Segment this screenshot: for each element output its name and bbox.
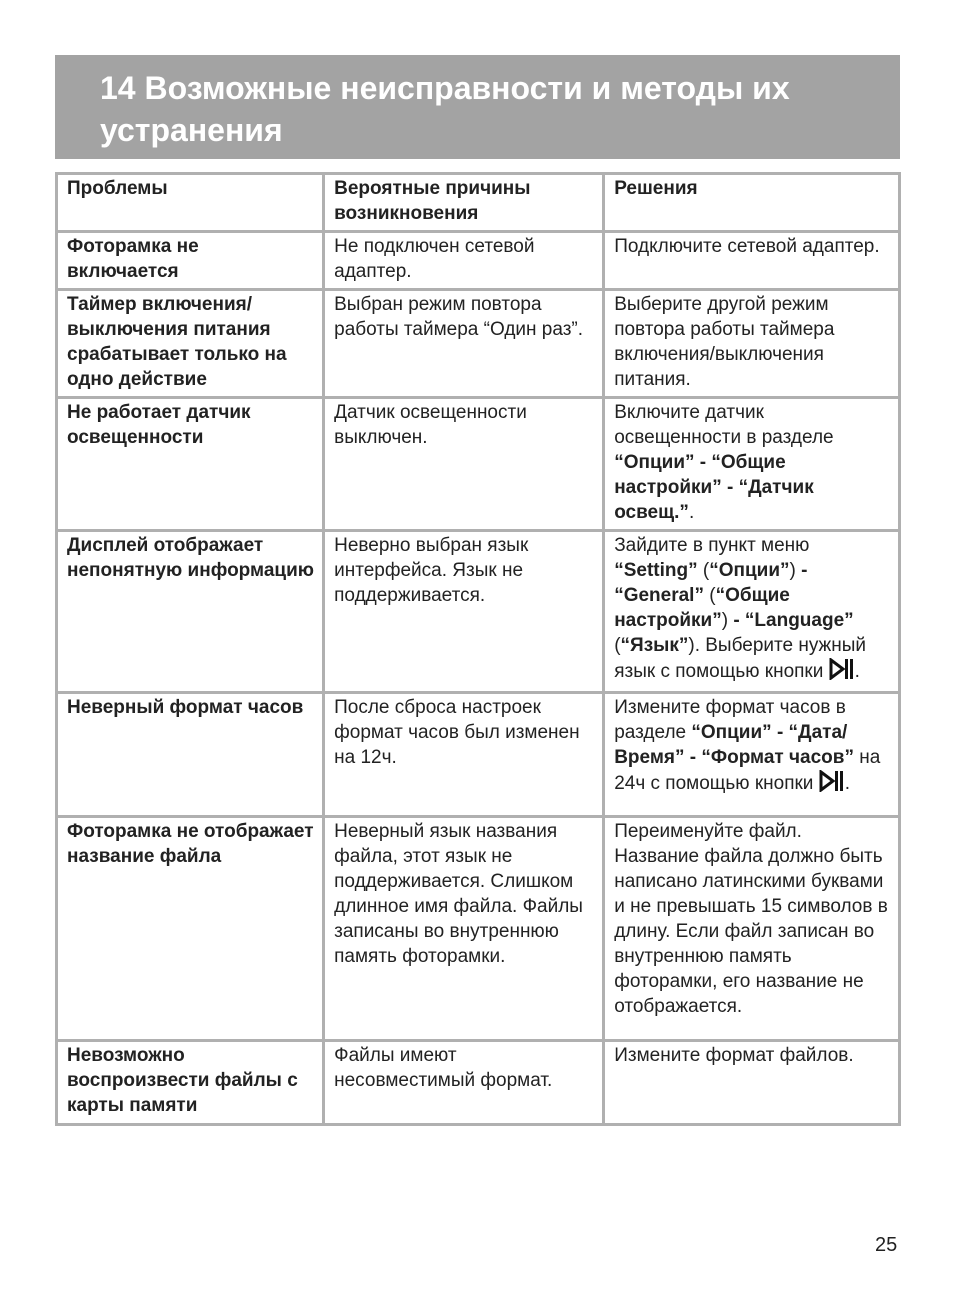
solution-cell bbox=[604, 1041, 900, 1125]
solution-emphasis: “Опции” bbox=[709, 560, 790, 581]
solution-text: Переименуйте файл. Название файла должно быть написано латинскими буквами и не превышать 15 символов в длину. Если файл записан во внутреннюю память фоторамки, его название не отображается. bbox=[614, 821, 888, 1017]
header-solutions: Решения bbox=[604, 174, 900, 232]
problem-cell: Таймер включения/ выключения питания срабатывает только на одно действие bbox=[57, 290, 324, 398]
play-pause-icon bbox=[819, 770, 845, 799]
table-header-row bbox=[57, 174, 900, 232]
section-title: 14 Возможные неисправности и методы их устранения bbox=[100, 70, 790, 148]
solution-text: Подключите сетевой адаптер. bbox=[614, 236, 880, 257]
solution-text: ) bbox=[721, 610, 734, 631]
solution-text: Выберите другой режим повтора работы таймера включения/выключения питания. bbox=[614, 294, 835, 390]
solution-emphasis: “Опции” - “Общие настройки” - “Датчик освещ.” bbox=[614, 452, 814, 523]
solution-emphasis: “Опции” - “Дата/Время” - “Формат часов” bbox=[614, 722, 854, 768]
cause-cell: Неверный язык названия файла, этот язык не поддерживается. Слишком длинное имя файла. Файлы записаны во внутреннюю память фоторамки. bbox=[324, 817, 604, 1041]
section-title-band bbox=[55, 55, 900, 159]
table-row bbox=[57, 693, 900, 817]
solution-emphasis: - “General” bbox=[614, 560, 808, 606]
table-row bbox=[57, 290, 900, 398]
solution-text: Включите датчик освещенности в разделе bbox=[614, 402, 834, 448]
problem-cell: Не работает датчик освещенности bbox=[57, 398, 324, 531]
solution-text: . bbox=[854, 661, 860, 682]
header-problems: Проблемы bbox=[57, 174, 324, 232]
solution-text: ( bbox=[697, 560, 710, 581]
solution-cell bbox=[604, 232, 900, 290]
problem-cell: Фоторамка не включается bbox=[57, 232, 324, 290]
page-number: 25 bbox=[875, 1234, 898, 1256]
table-row bbox=[57, 398, 900, 531]
solution-text: ( bbox=[703, 585, 716, 606]
solution-text: ) bbox=[789, 560, 802, 581]
solution-cell bbox=[604, 817, 900, 1041]
solution-text: Зайдите в пункт меню bbox=[614, 535, 810, 556]
solution-text: Измените формат часов в разделе bbox=[614, 697, 846, 743]
table-row bbox=[57, 1041, 900, 1125]
solution-emphasis: “Setting” bbox=[614, 560, 698, 581]
problem-cell: Фоторамка не отображает название файла bbox=[57, 817, 324, 1041]
header-causes: Вероятные причины возникновения bbox=[324, 174, 604, 232]
solution-text: . bbox=[688, 502, 695, 523]
solution-text: ( bbox=[614, 635, 621, 656]
solution-cell bbox=[604, 693, 900, 817]
cause-cell: Не подключен сетевой адаптер. bbox=[324, 232, 604, 290]
solution-text: . bbox=[844, 773, 850, 794]
solution-cell bbox=[604, 531, 900, 693]
cause-cell: Датчик освещенности выключен. bbox=[324, 398, 604, 531]
problem-cell: Неверный формат часов bbox=[57, 693, 324, 817]
solution-cell bbox=[604, 398, 900, 531]
cause-cell: Файлы имеют несовместимый формат. bbox=[324, 1041, 604, 1125]
solution-emphasis: - “Language” bbox=[733, 610, 854, 631]
cause-cell: Неверно выбран язык интерфейса. Язык не поддерживается. bbox=[324, 531, 604, 693]
solution-text: ). Выберите нужный язык с помощью кнопки bbox=[614, 635, 867, 682]
solution-emphasis: “Общие настройки” bbox=[614, 585, 790, 631]
problem-cell: Дисплей отображает непонятную информацию bbox=[57, 531, 324, 693]
play-pause-icon bbox=[829, 658, 855, 687]
cause-cell: После сброса настроек формат часов был изменен на 12ч. bbox=[324, 693, 604, 817]
solution-text: Измените формат файлов. bbox=[614, 1045, 854, 1066]
cause-cell: Выбран режим повтора работы таймера “Один раз”. bbox=[324, 290, 604, 398]
troubleshooting-table bbox=[55, 172, 901, 1126]
table-row bbox=[57, 817, 900, 1041]
solution-text: на 24ч с помощью кнопки bbox=[614, 747, 881, 794]
solution-emphasis: “Язык” bbox=[620, 635, 689, 656]
table-row bbox=[57, 232, 900, 290]
problem-cell: Невозможно воспроизвести файлы с карты памяти bbox=[57, 1041, 324, 1125]
solution-cell bbox=[604, 290, 900, 398]
table-row bbox=[57, 531, 900, 693]
